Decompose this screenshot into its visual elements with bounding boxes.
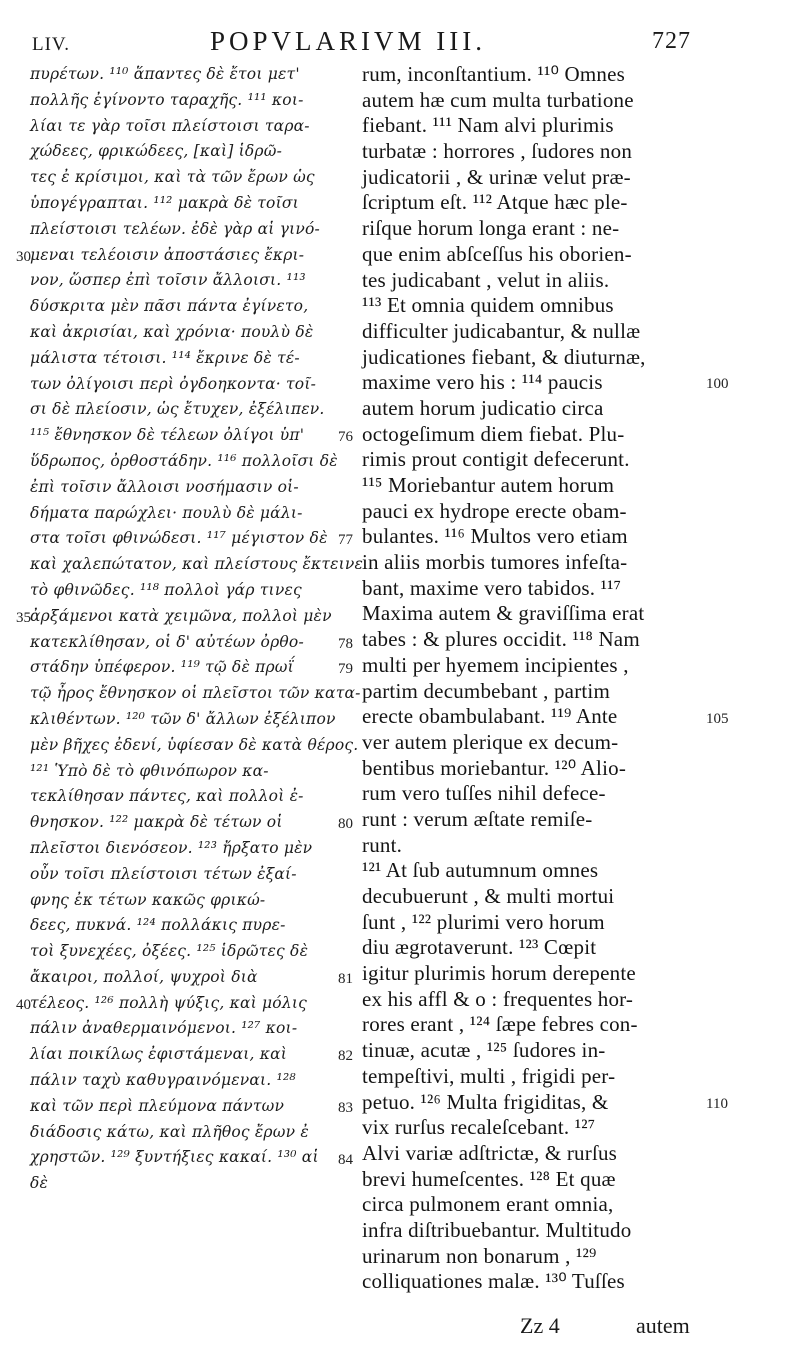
- page-number: 727: [652, 28, 691, 54]
- latin-text-line: Maxima autem & graviſſima erat: [362, 601, 645, 626]
- greek-text-line: πάλιν ταχὺ καθυγραινόμεναι. ¹²⁸: [30, 1071, 296, 1090]
- catchword: autem: [636, 1313, 690, 1338]
- verse-number: 83: [338, 1100, 353, 1116]
- latin-text-line: ſunt , ¹²² plurimi vero horum: [362, 909, 605, 934]
- latin-text-line: infra diſtribuebantur. Multitudo: [362, 1217, 632, 1242]
- latin-text-line: diu ægrotaverunt. ¹²³ Cœpit: [362, 935, 597, 960]
- verse-number: 84: [338, 1151, 353, 1168]
- greek-text-line: χρηστῶν. ¹²⁹ ξυντήξιες κακαί. ¹³⁰ αἱ: [30, 1148, 319, 1167]
- greek-text-line: δὲ: [30, 1174, 49, 1193]
- greek-text-line: τοὶ ξυνεχέες, ὀξέες. ¹²⁵ ἱδρῶτες δὲ: [30, 942, 309, 961]
- greek-text-line: λίαι τε γὰρ τοῖσι πλείστοισι ταρα-: [30, 116, 310, 135]
- line-number-left: 35: [16, 609, 31, 626]
- greek-text-line: σι δὲ πλείοσιν, ὡς ἔτυχεν, ἐξέλιπεν.: [30, 400, 325, 419]
- latin-text-line: ¹¹³ Et omnia quidem omnibus: [362, 293, 614, 318]
- greek-text-line: πυρέτων. ¹¹⁰ ἅπαντες δὲ ἔτοι μετ': [30, 65, 300, 83]
- latin-text-line: multi per hyemem incipientes ,: [362, 652, 629, 677]
- greek-text-line: των ὀλίγοισι περὶ ὀγδοηκοντα· τοῖ-: [30, 374, 317, 393]
- latin-text-line: colliquationes malæ. ¹³⁰ Tuſſes: [362, 1269, 625, 1294]
- latin-text-line: brevi humeſcentes. ¹²⁸ Et quæ: [362, 1166, 616, 1191]
- greek-text-line: δήματα παρώχλει· πουλὺ δὲ μάλι-: [30, 503, 303, 522]
- latin-text-line: tempeſtivi, multi , frigidi per-: [362, 1063, 616, 1088]
- greek-text-line: ¹²¹ Ὑπὸ δὲ τὸ φθινόπωρον κα-: [30, 761, 269, 780]
- chapter-mark: LIV.: [32, 34, 70, 55]
- greek-text-line: πλεῖστοι διενόσεον. ¹²³ ἤρξατο μὲν: [30, 838, 313, 857]
- greek-text-line: νον, ὥσπερ ἐπὶ τοῖσιν ἄλλοισι. ¹¹³: [30, 271, 306, 290]
- greek-text-line: πλείστοισι τελέων. ἐδὲ γὰρ αἱ γινό-: [30, 219, 320, 238]
- latin-text-line: pauci ex hydrope erecte obam-: [362, 498, 627, 523]
- latin-text-line: tabes : & plures occidit. ¹¹⁸ Nam: [362, 627, 640, 652]
- verse-number: 79: [338, 661, 353, 678]
- line-number-left: 40: [16, 996, 31, 1013]
- latin-text-line: partim decumbebant , partim: [362, 678, 610, 703]
- verse-number: 81: [338, 971, 353, 987]
- greek-text-line: κλιθέντων. ¹²⁰ τῶν δ' ἄλλων ἐξέλιπον: [30, 709, 336, 728]
- greek-text-line: μάλιστα τέτοισι. ¹¹⁴ ἔκρινε δὲ τέ-: [30, 348, 300, 367]
- running-title: POPVLARIVM III.: [210, 26, 486, 56]
- verse-number: 80: [338, 816, 353, 833]
- latin-text-line: autem horum judicatio circa: [362, 395, 604, 420]
- latin-text-line: Alvi variæ adſtrictæ, & rurſus: [362, 1140, 618, 1165]
- greek-text-line: πολλῆς ἐγίνοντο ταραχῆς. ¹¹¹ κοι-: [30, 90, 304, 109]
- greek-text-line: ἐπὶ τοῖσιν ἄλλοισι νοσήμασιν οἱ-: [30, 477, 299, 496]
- signature-mark: Zz 4: [520, 1313, 560, 1338]
- greek-text-line: λίαι ποικίλως ἐφιστάμεναι, καὶ: [30, 1045, 288, 1064]
- greek-text-line: πάλιν ἀναθερμαινόμενοι. ¹²⁷ κοι-: [30, 1019, 298, 1038]
- latin-text-line: circa pulmonem erant omnia,: [362, 1192, 614, 1217]
- latin-text-line: bulantes. ¹¹⁶ Multos vero etiam: [362, 524, 628, 549]
- greek-text-line: ὑπογέγραπται. ¹¹² μακρὰ δὲ τοῖσι: [30, 193, 299, 212]
- greek-text-line: μὲν βῆχες ἐδενί, ὑφίεσαν δὲ κατὰ θέρος.: [30, 735, 359, 754]
- latin-text-line: erecte obambulabant. ¹¹⁹ Ante: [362, 704, 618, 729]
- greek-text-line: στα τοῖσι φθινώδεσι. ¹¹⁷ μέγιστον δὲ: [30, 529, 328, 548]
- greek-column: [30, 62, 364, 1197]
- latin-text-line: que enim abſceſſus his oborien-: [362, 241, 632, 266]
- line-number-right: 105: [706, 710, 729, 727]
- latin-text-line: autem hæ cum multa turbatione: [362, 87, 634, 112]
- greek-text-line: τες ἐ κρίσιμοι, καὶ τὰ τῶν ἔρων ὡς: [30, 168, 315, 187]
- latin-text-line: runt.: [362, 832, 403, 857]
- greek-text-line: χώδεες, φρικώδεες, [καὶ] ἱδρῶ-: [30, 142, 283, 161]
- latin-text-line: fiebant. ¹¹¹ Nam alvi plurimis: [362, 113, 614, 138]
- line-number-right: 110: [706, 1096, 728, 1112]
- verse-number: 77: [338, 532, 353, 549]
- greek-text-line: ¹¹⁵ ἔθνησκον δὲ τέλεων ὀλίγοι ὑπ': [30, 426, 305, 445]
- greek-text-line: οὖν τοῖσι πλείστοισι τέτων ἐξαί-: [30, 864, 297, 883]
- greek-text-line: καὶ ἀκρισίαι, καὶ χρόνια· πουλὺ δὲ: [30, 322, 314, 341]
- latin-text-line: vix rurſus recaleſcebant. ¹²⁷: [362, 1115, 596, 1140]
- latin-text-line: judicationes fiebant, & diuturnæ,: [362, 344, 646, 369]
- verse-number: 76: [338, 429, 353, 446]
- latin-text-line: maxime vero his : ¹¹⁴ paucis: [362, 370, 603, 395]
- greek-text-line: διάδοσις κάτω, καὶ πλῆθος ἔρων ἐ: [30, 1122, 309, 1141]
- greek-text-line: στάδην ὑπέφερον. ¹¹⁹ τῷ δὲ πρωΐ: [30, 658, 294, 677]
- greek-text-line: μεναι τελέοισιν ἀποστάσιες ἔκρι-: [30, 245, 305, 264]
- latin-text-line: difficulter judicabantur, & nullæ: [362, 318, 641, 343]
- latin-text-line: tinuæ, acutæ , ¹²⁵ ſudores in-: [362, 1038, 606, 1063]
- greek-text-line: τέλεος. ¹²⁶ πολλὴ ψύξις, καὶ μόλις: [30, 993, 307, 1012]
- greek-text-line: καὶ χαλεπώτατον, καὶ πλείστους ἔκτεινε: [30, 555, 364, 574]
- latin-text-line: rum vero tuſſes nihil defece-: [362, 781, 606, 806]
- latin-text-line: ver autem plerique ex decum-: [362, 729, 619, 754]
- latin-text-line: in aliis morbis tumores infeſta-: [362, 550, 628, 575]
- latin-text-line: riſque horum longa erant : ne-: [362, 216, 620, 241]
- line-number-right: 100: [706, 376, 729, 393]
- latin-column: [362, 62, 702, 1295]
- latin-text-line: decubuerunt , & multi mortui: [362, 884, 615, 908]
- greek-text-line: φνης ἐκ τέτων κακῶς φρικώ-: [30, 890, 266, 909]
- greek-text-line: κατεκλίθησαν, οἱ δ' αὐτέων ὀρθο-: [30, 632, 304, 651]
- greek-text-line: δεες, πυκνά. ¹²⁴ πολλάκις πυρε-: [30, 916, 286, 935]
- line-number-left: 30: [16, 248, 31, 265]
- verse-number: 82: [338, 1048, 353, 1065]
- latin-text-line: petuo. ¹²⁶ Multa frigiditas, &: [362, 1089, 609, 1114]
- latin-text-line: turbatæ : horrores , ſudores non: [362, 139, 633, 164]
- greek-text-line: τὸ φθινῶδες. ¹¹⁸ πολλοὶ γάρ τινες: [30, 580, 302, 599]
- verse-number: 78: [338, 635, 353, 652]
- latin-text-line: octogeſimum diem fiebat. Plu-: [362, 421, 625, 446]
- greek-text-line: ἀρξάμενοι κατὰ χειμῶνα, πολλοὶ μὲν: [30, 606, 332, 625]
- latin-text-line: igitur plurimis horum derepente: [362, 961, 636, 986]
- latin-text-line: rimis prout contigit defecerunt.: [362, 447, 630, 472]
- latin-text-line: ¹¹⁵ Moriebantur autem horum: [362, 473, 615, 497]
- greek-text-line: τεκλίθησαν πάντες, καὶ πολλοὶ ἐ-: [30, 787, 304, 806]
- greek-text-line: καὶ τῶν περὶ πλεύμονα πάντων: [30, 1096, 285, 1115]
- greek-text-line: δύσκριτα μὲν πᾶσι πάντα ἐγίνετο,: [30, 297, 309, 316]
- latin-text-line: ſcriptum eſt. ¹¹² Atque hæc ple-: [362, 190, 628, 215]
- greek-text-line: ὕδρωπος, ὀρθοστάδην. ¹¹⁶ πολλοῖσι δὲ: [30, 451, 338, 470]
- latin-text-line: bant, maxime vero tabidos. ¹¹⁷: [362, 575, 622, 600]
- greek-text-line: τῷ ἦρος ἔθνησκον οἱ πλεῖστοι τῶν κατα-: [30, 684, 361, 703]
- latin-text-line: judicatorii , & urinæ velut præ-: [362, 164, 631, 189]
- greek-text-line: θνησκον. ¹²² μακρὰ δὲ τέτων οἱ: [30, 813, 283, 832]
- latin-text-line: ¹²¹ At ſub autumnum omnes: [362, 858, 599, 883]
- latin-text-line: rores erant , ¹²⁴ ſæpe febres con-: [362, 1012, 638, 1037]
- latin-text-line: bentibus moriebantur. ¹²⁰ Alio-: [362, 755, 627, 780]
- greek-text-line: ἄκαιροι, πολλοί, ψυχροὶ διὰ: [30, 967, 258, 986]
- running-header: [0, 26, 800, 62]
- latin-text-line: runt : verum æſtate remiſe-: [362, 806, 593, 831]
- latin-text-line: ex his affl & o : frequentes hor-: [362, 986, 634, 1011]
- latin-text-line: rum, inconſtantium. ¹¹⁰ Omnes: [362, 62, 626, 86]
- latin-text-line: tes judicabant , velut in aliis.: [362, 267, 610, 292]
- latin-text-line: urinarum non bonarum , ¹²⁹: [362, 1243, 597, 1268]
